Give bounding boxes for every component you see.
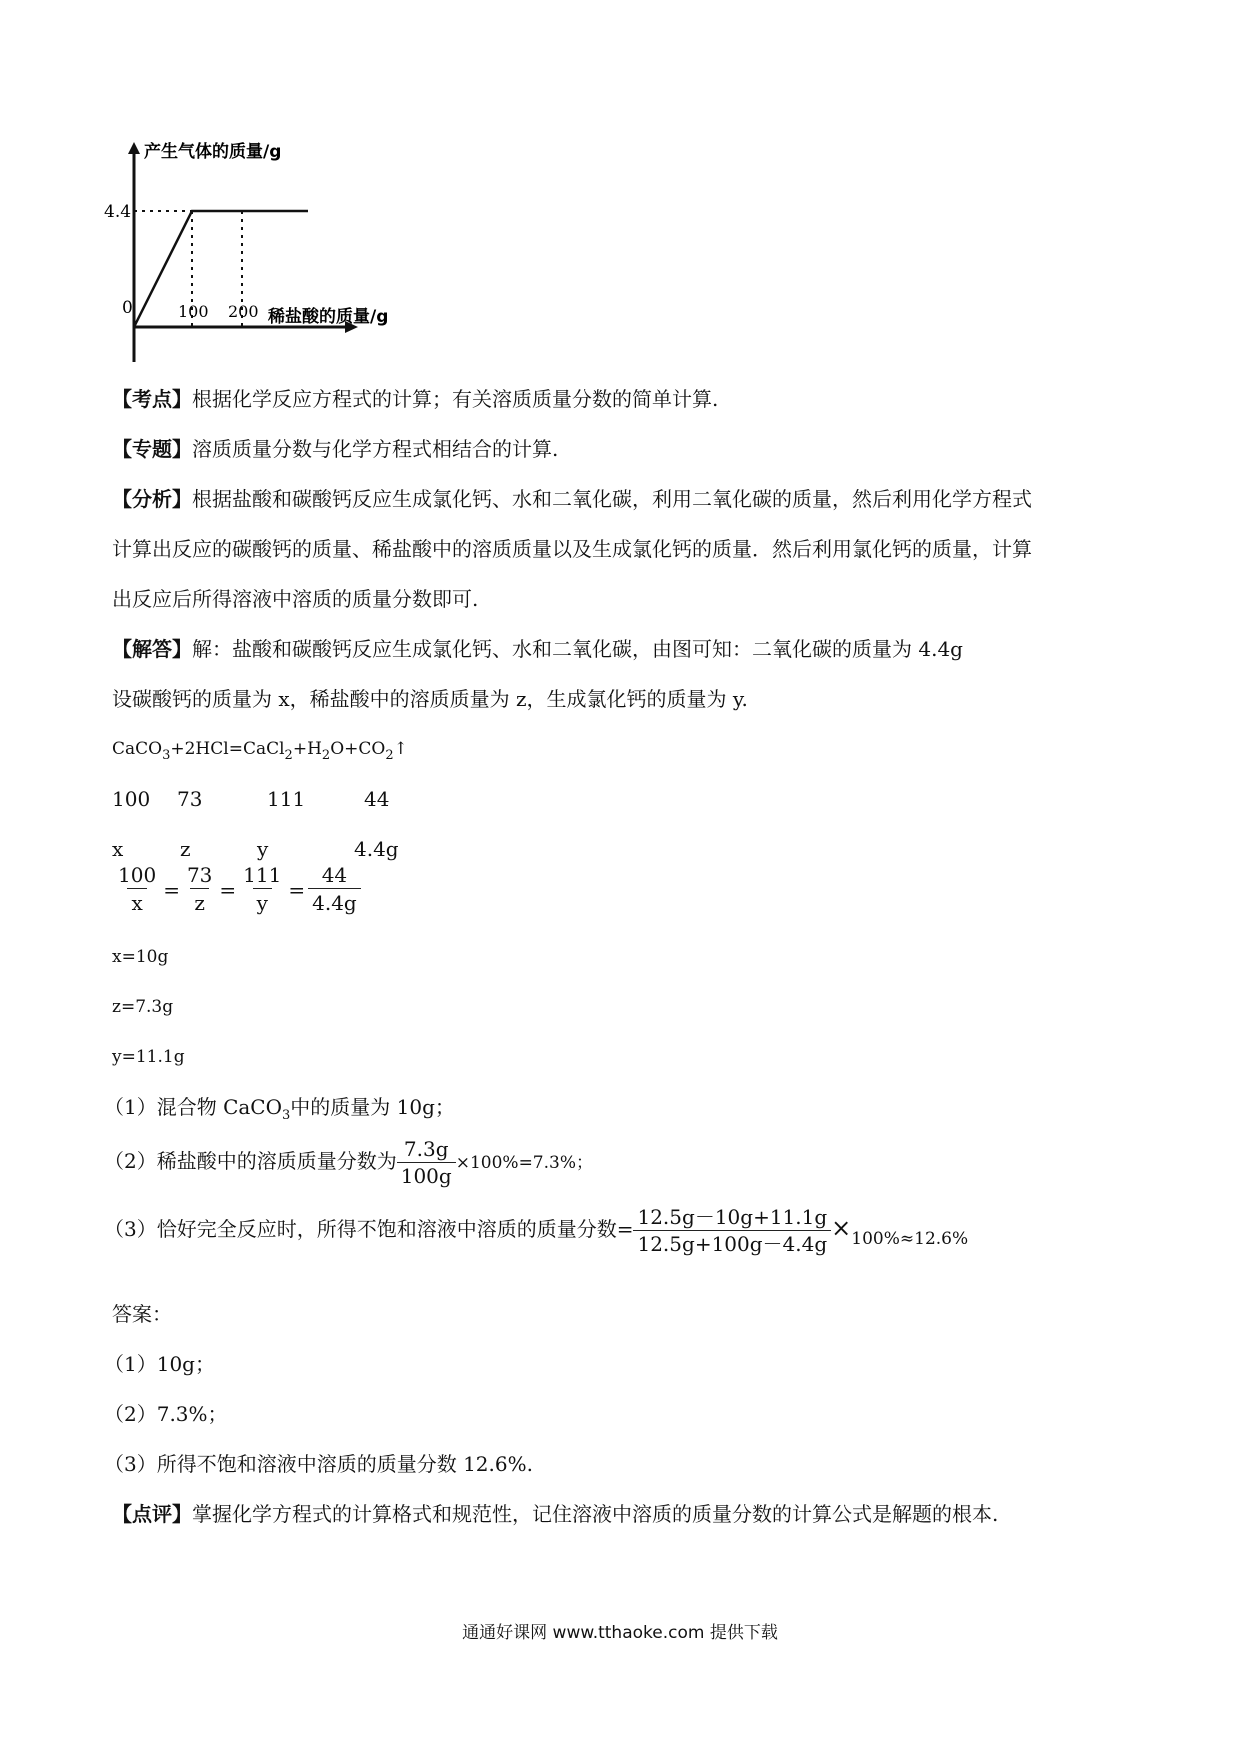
answer-3: （3）所得不饱和溶液中溶质的质量分数 12.6%.	[104, 1452, 533, 1476]
jieda-tag: 【解答】	[112, 637, 192, 661]
step-2-text: （2）稀盐酸中的溶质质量分数为	[104, 1149, 397, 1173]
ratio-eq-2: =	[219, 877, 237, 902]
ratio-num-4: 44	[321, 863, 348, 887]
step-3-result: 100%≈12.6%	[851, 1229, 969, 1249]
result-y: y=11.1g	[112, 1047, 185, 1067]
ratio-frac-4	[308, 862, 361, 917]
fenxi-line-1	[112, 485, 1032, 513]
x-tick-100: 100	[178, 302, 209, 321]
eq-part-2: +2HCl=CaCl	[170, 739, 285, 759]
ratio-den-4: 4.4g	[308, 888, 361, 917]
mass-hcl: 73	[177, 787, 203, 811]
fenxi-line-2: 计算出反应的碳酸钙的质量、稀盐酸中的溶质质量以及生成氯化钙的质量．然后利用氯化钙的质量，计算	[112, 537, 1032, 561]
mass-co2: 44	[364, 787, 390, 811]
ratio-den-3: y	[253, 888, 272, 917]
answer-1: （1）10g；	[104, 1352, 215, 1376]
x-axis-label: 稀盐酸的质量/g	[268, 307, 389, 327]
ratio-eq-3: =	[288, 877, 306, 902]
step-1-sub: 3	[282, 1108, 291, 1123]
step-2-fraction	[397, 1136, 456, 1189]
step-3-num: 12.5g－10g+11.1g	[637, 1205, 828, 1229]
fenxi-tag: 【分析】	[112, 487, 192, 511]
eq-part-3: +H	[292, 739, 322, 759]
gas-mass-graph	[104, 142, 448, 377]
step-1-rest: 中的质量为 10g；	[290, 1095, 455, 1119]
ratio-num-3: 111	[243, 863, 282, 887]
graph-svg	[104, 142, 448, 377]
eq-sub-4: 2	[385, 748, 394, 763]
jieda-line-1	[112, 635, 963, 663]
fenxi-text-1: 根据盐酸和碳酸钙反应生成氯化钙、水和二氧化碳，利用二氧化碳的质量，然后利用化学方程式	[192, 487, 1032, 511]
jieda-line-2: 设碳酸钙的质量为 x，稀盐酸中的溶质质量为 z，生成氯化钙的质量为 y.	[112, 687, 748, 711]
ratio-num-2: 73	[186, 863, 213, 887]
y-tick-label: 4.4	[104, 202, 132, 222]
ratio-eq-1: =	[163, 877, 180, 902]
y-axis-label: 产生气体的质量/g	[144, 142, 282, 162]
fenxi-line-3: 出反应后所得溶液中溶质的质量分数即可.	[112, 587, 479, 611]
ratio-num-1: 100	[118, 863, 157, 887]
result-x: x=10g	[112, 947, 169, 967]
answer-label: 答案：	[112, 1302, 172, 1326]
step-3	[104, 1198, 968, 1261]
eq-part-1: CaCO	[112, 739, 163, 759]
step-2-result: ×100%=7.3%；	[455, 1153, 593, 1173]
ratio-frac-3	[239, 862, 285, 917]
ratio-den-1: x	[127, 888, 146, 917]
mass-cacl2: 111	[267, 787, 306, 811]
ratio-frac-1	[114, 862, 160, 917]
unknown-x: x	[112, 837, 124, 861]
kaodian-line	[112, 385, 718, 413]
ratio-equation	[112, 862, 363, 917]
mass-caco3: 100	[112, 787, 151, 811]
unknown-y: y	[257, 837, 269, 861]
eq-sub-3: 2	[321, 748, 331, 763]
eq-sub-2: 2	[284, 748, 293, 763]
eq-part-4: O+CO	[330, 739, 386, 759]
chemical-equation	[112, 735, 408, 765]
answer-2: （2）7.3%；	[104, 1402, 228, 1426]
ratio-den-2: z	[190, 888, 209, 917]
step-3-den: 12.5g+100g－4.4g	[633, 1230, 831, 1257]
result-z: z=7.3g	[112, 997, 174, 1017]
review-text: 掌握化学方程式的计算格式和规范性，记住溶液中溶质的质量分数的计算公式是解题的根本.	[192, 1502, 999, 1526]
step-3-times: ×	[831, 1214, 852, 1242]
page-footer: 通通好课网 www.tthaoke.com 提供下载	[462, 1623, 778, 1643]
gas-arrow: ↑	[393, 739, 408, 759]
zhuanti-text: 溶质质量分数与化学方程式相结合的计算.	[192, 437, 559, 461]
zhuanti-line	[112, 435, 558, 463]
kaodian-text: 根据化学反应方程式的计算；有关溶质质量分数的简单计算.	[192, 387, 719, 411]
ratio-frac-2	[183, 862, 216, 917]
step-2	[104, 1133, 593, 1191]
kaodian-tag: 【考点】	[112, 387, 192, 411]
unknown-z: z	[180, 837, 191, 861]
review-line	[112, 1500, 998, 1528]
y-axis-arrow	[128, 142, 140, 154]
known-co2: 4.4g	[354, 837, 399, 861]
review-tag: 【点评】	[112, 1502, 192, 1526]
step-3-fraction	[633, 1204, 831, 1257]
jieda-text-1: 解：盐酸和碳酸钙反应生成氯化钙、水和二氧化碳，由图可知：二氧化碳的质量为 4.4g	[192, 637, 963, 661]
step-3-text: （3）恰好完全反应时，所得不饱和溶液中溶质的质量分数=	[104, 1217, 634, 1241]
step-2-num: 7.3g	[403, 1137, 449, 1161]
step-2-den: 100g	[397, 1162, 456, 1189]
x-tick-200: 200	[228, 302, 259, 321]
step-1-text: （1）混合物 CaCO	[104, 1095, 283, 1119]
eq-sub-1: 3	[162, 748, 171, 763]
zhuanti-tag: 【专题】	[112, 437, 192, 461]
origin-label: 0	[122, 298, 133, 318]
step-1	[104, 1093, 455, 1125]
